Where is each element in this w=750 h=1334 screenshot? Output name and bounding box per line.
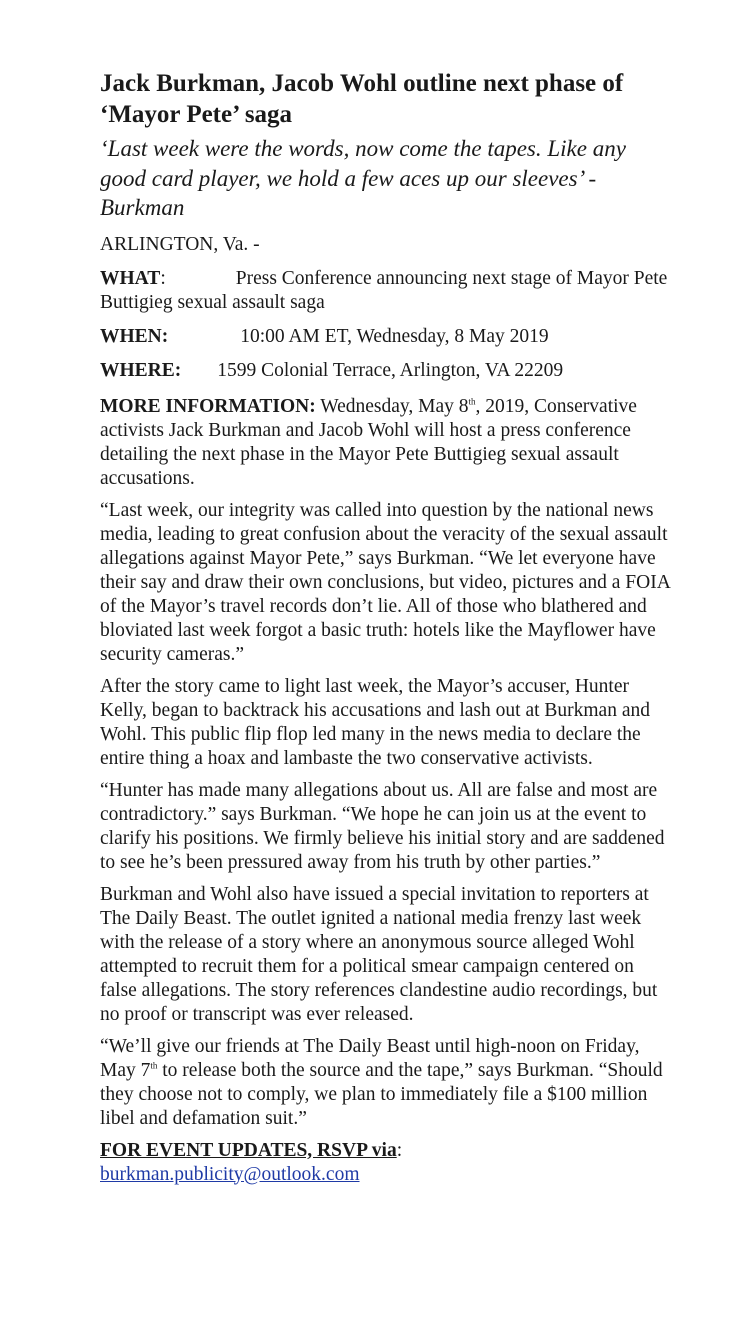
press-release: [100, 68, 670, 1187]
where-text: 1599 Colonial Terrace, Arlington, VA 22209: [217, 359, 564, 381]
when-label: WHEN:: [100, 325, 169, 347]
rsvp-label: FOR EVENT UPDATES, RSVP via: [100, 1139, 397, 1161]
final-paragraph-start: “We’ll give our friends at The Daily Beast until high-noon on Friday, May 7: [100, 1035, 640, 1081]
body-paragraph-3: “Hunter has made many allegations about us. All are false and most are contradictory.” says Burkman. “We hope he can join us at the event to clarify his positions. We firmly believe his initial story and are saddened to see he’s been pressured away from his truth by other parties.”: [100, 779, 665, 873]
body-paragraph-5: [100, 1035, 670, 1131]
where-label: WHERE:: [100, 359, 182, 381]
what-label: WHAT: [100, 267, 161, 289]
body-paragraph-4: Burkman and Wohl also have issued a special invitation to reporters at The Daily Beast. The outlet ignited a national media frenzy last week with the release of a story where an anonymous source alleged Wohl attempted to recruit them for a political smear campaign centered on false allegations. The story references clandestine audio recordings, but no proof or transcript was ever released.: [100, 883, 658, 1025]
rsvp-email-link[interactable]: burkman.publicity@outlook.com: [100, 1163, 360, 1185]
more-information-date: Wednesday, May 8: [315, 395, 469, 417]
where-row: [100, 359, 670, 383]
date-ordinal-suffix: th: [150, 1060, 158, 1070]
dateline: ARLINGTON, Va. -: [100, 233, 260, 255]
date-ordinal-suffix: th: [468, 396, 476, 406]
when-text: 10:00 AM ET, Wednesday, 8 May 2019: [240, 325, 549, 347]
final-paragraph-end: to release both the source and the tape,” says Burkman. “Should they choose not to comply, we plan to immediately file a $100 million libel and defamation suit.”: [100, 1059, 663, 1129]
when-row: [100, 325, 670, 349]
more-information-text: , 2019, Conservative activists Jack Burkman and Jacob Wohl will host a press conference detailing the next phase in the Mayor Pete Buttigieg sexual assault accusations.: [100, 395, 637, 489]
what-row: [100, 267, 670, 315]
more-information-label: MORE INFORMATION:: [100, 395, 316, 417]
rsvp-colon: :: [396, 1139, 403, 1161]
body-paragraph-2: After the story came to light last week, the Mayor’s accuser, Hunter Kelly, began to backtrack his accusations and lash out at Burkman and Wohl. This public flip flop led many in the news media to declare the entire thing a hoax and lambaste the two conservative activists.: [100, 675, 650, 769]
rsvp-section: [100, 1139, 670, 1187]
subheadline-quote: ‘Last week were the words, now come the tapes. Like any good card player, we hold a few aces up our sleeves’ - Burkman: [100, 136, 626, 220]
what-text: Press Conference announcing next stage of Mayor Pete Buttigieg sexual assault saga: [100, 267, 668, 313]
headline: Jack Burkman, Jacob Wohl outline next phase of ‘Mayor Pete’ saga: [100, 70, 624, 128]
what-colon: :: [160, 267, 166, 289]
more-information-paragraph: [100, 395, 670, 491]
body-paragraph-1: “Last week, our integrity was called into question by the national news media, leading to great confusion about the veracity of the sexual assault allegations against Mayor Pete,” says Burkman. “We let everyone have their say and draw their own conclusions, but video, pictures and a FOIA of the Mayor’s travel records don’t lie. All of those who blathered and bloviated last week forgot a basic truth: hotels like the Mayflower have security cameras.”: [100, 499, 670, 665]
